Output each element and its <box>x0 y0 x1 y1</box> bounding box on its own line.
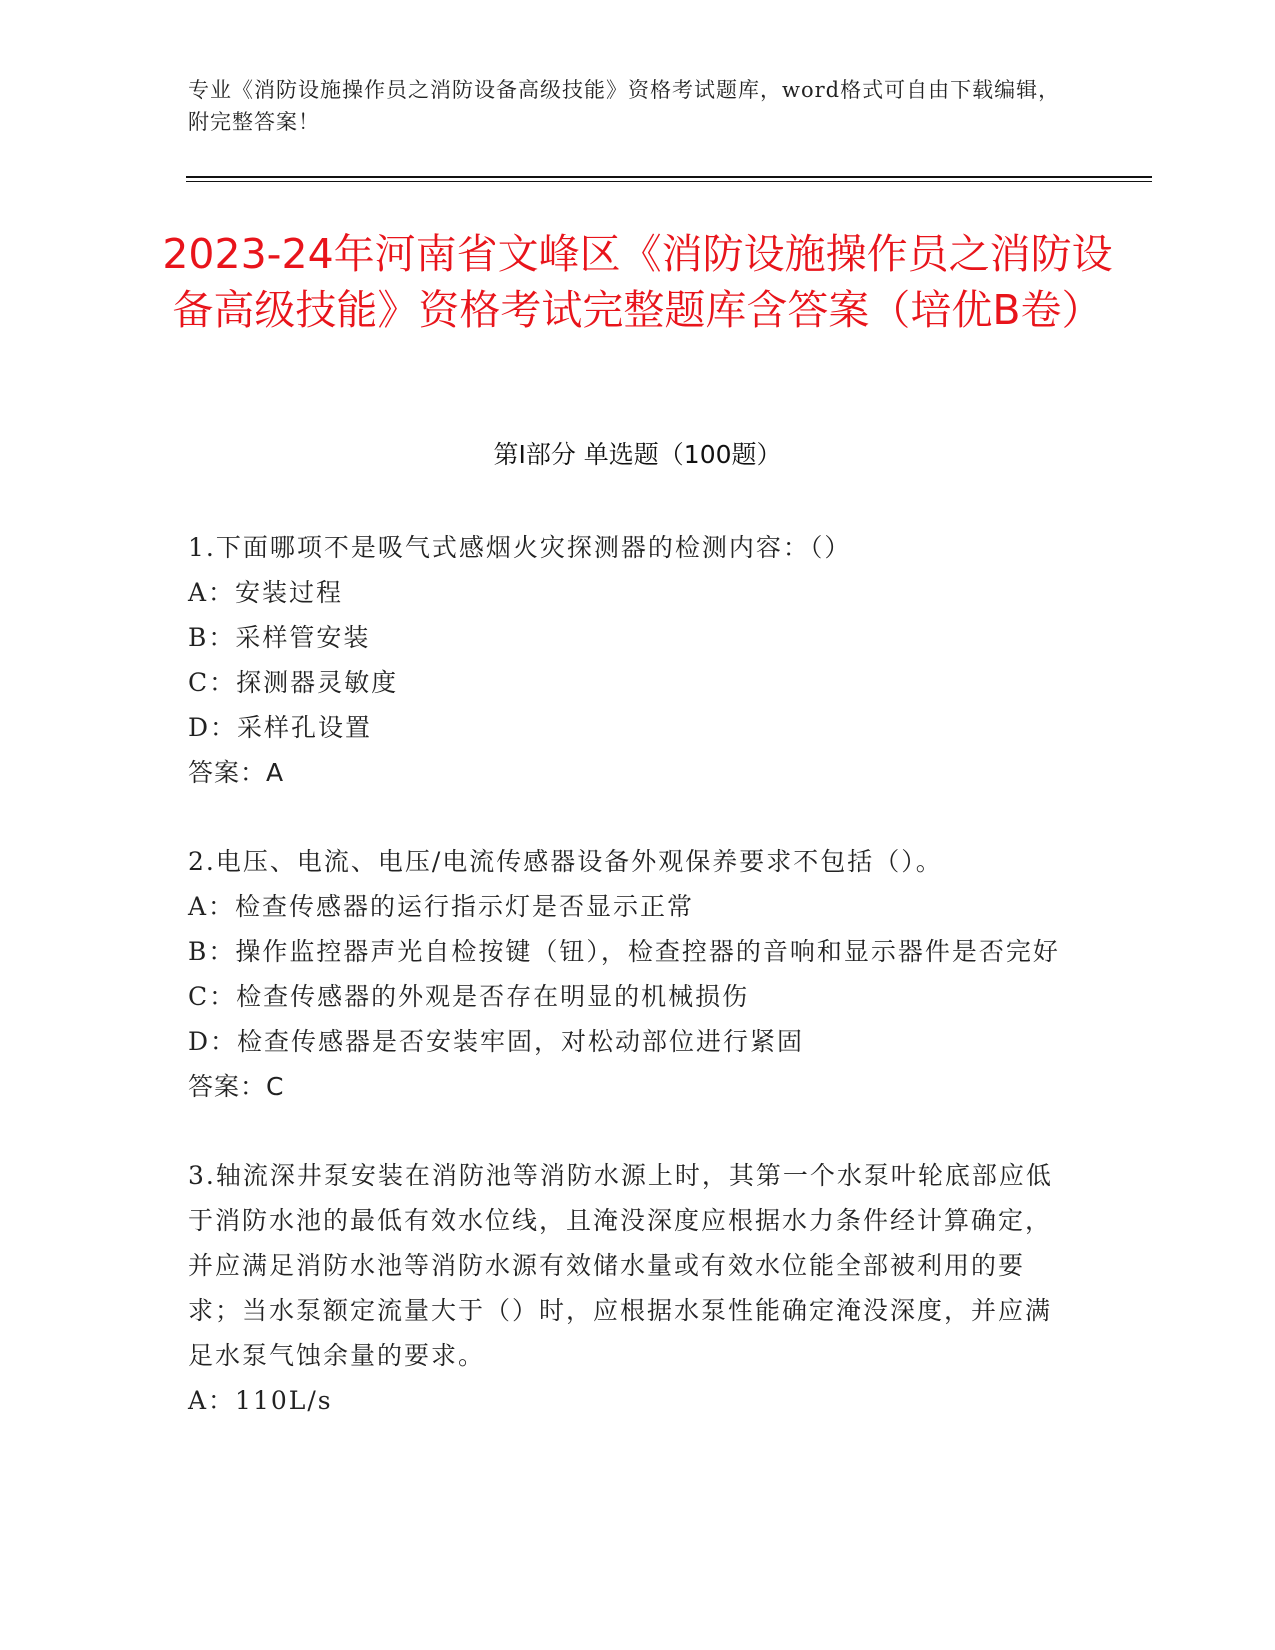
document-title: 2023-24年河南省文峰区《消防设施操作员之消防设备高级技能》资格考试完整题库含答案（培优B卷） <box>162 230 1113 334</box>
option-a: A：检查传感器的运行指示灯是否显示正常 <box>188 892 695 921</box>
option-c: C：探测器灵敏度 <box>188 668 399 697</box>
option-d: D：检查传感器是否安装牢固，对松动部位进行紧固 <box>188 1027 805 1056</box>
question-1 <box>188 525 1068 795</box>
question-list <box>188 525 1068 1467</box>
option-b: B：操作监控器声光自检按键（钮），检查控器的音响和显示器件是否完好 <box>188 937 1060 966</box>
answer-label: 答案： <box>188 1072 267 1101</box>
header-rule-thin <box>186 181 1152 182</box>
question-3 <box>188 1153 1068 1423</box>
option-c: C：检查传感器的外观是否存在明显的机械损伤 <box>188 982 750 1011</box>
question-stem: 2.电压、电流、电压/电流传感器设备外观保养要求不包括（）。 <box>188 847 943 876</box>
option-d: D：采样孔设置 <box>188 713 373 742</box>
question-stem: 1.下面哪项不是吸气式感烟火灾探测器的检测内容：（） <box>188 533 852 562</box>
question-stem: 3.轴流深井泵安装在消防池等消防水源上时，其第一个水泵叶轮底部应低于消防水池的最低有效水位线，且淹没深度应根据水力条件经计算确定，并应满足消防水池等消防水源有效储水量或有效水位能全部被利用的要求；当水泵额定流量大于（）时，应根据水泵性能确定淹没深度，并应满足水泵气蚀余量的要求。 <box>188 1161 1053 1370</box>
answer-label: 答案： <box>188 758 267 787</box>
header-rule-thick <box>186 176 1152 178</box>
question-2 <box>188 839 1068 1109</box>
option-a: A：安装过程 <box>188 578 344 607</box>
answer-line <box>188 750 1068 795</box>
section-title: 第I部分 单选题（100题） <box>493 440 782 469</box>
answer-value: A <box>266 758 285 787</box>
header-note: 专业《消防设施操作员之消防设备高级技能》资格考试题库，word格式可自由下载编辑，附完整答案！ <box>188 78 1061 134</box>
option-b: B：采样管安装 <box>188 623 371 652</box>
answer-line <box>188 1064 1068 1109</box>
answer-value: C <box>266 1072 285 1101</box>
option-a: A：110L/s <box>188 1386 333 1415</box>
